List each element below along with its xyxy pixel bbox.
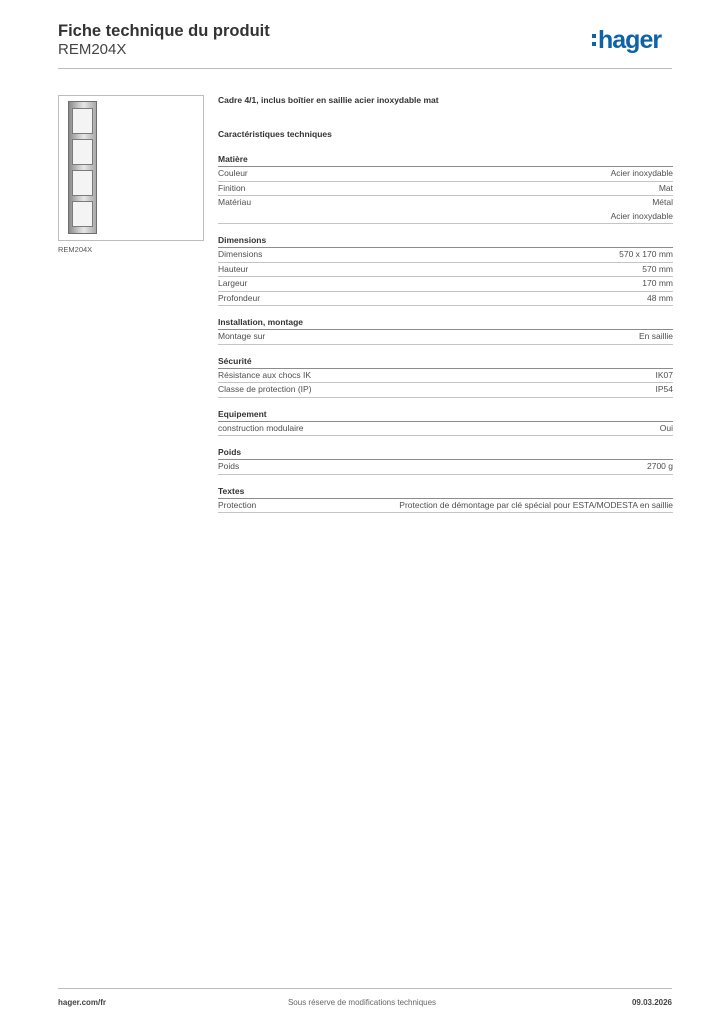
spec-row: [218, 196, 673, 224]
footer-disclaimer: Sous réserve de modifications techniques: [287, 998, 437, 1007]
spec-section: [218, 446, 673, 475]
spec-label: Couleur: [218, 168, 248, 178]
logo-colon-icon: [592, 34, 596, 46]
spec-value: IK07: [655, 369, 673, 380]
spec-value: Métal Acier inoxydable: [610, 197, 673, 221]
product-reference: REM204X: [58, 41, 127, 58]
spec-section: [218, 485, 673, 514]
spec-section: [218, 408, 673, 437]
spec-value: Oui: [659, 422, 673, 433]
spec-value: 2700 g: [647, 461, 673, 471]
product-description: Cadre 4/1, inclus boîtier en saillie acier inoxydable mat: [218, 95, 439, 105]
spec-value: Acier inoxydable: [610, 168, 673, 178]
spec-label: Largeur: [218, 278, 248, 288]
tech-heading: Caractéristiques techniques: [218, 129, 332, 139]
section-title: Equipement: [218, 408, 673, 422]
spec-row: [218, 369, 673, 384]
spec-label: Matériau: [218, 197, 252, 207]
spec-label: Hauteur: [218, 263, 249, 274]
spec-label: construction modulaire: [218, 422, 304, 433]
frame-slot: [72, 170, 93, 196]
spec-value: 570 mm: [642, 263, 673, 274]
frame-4-slot-icon: [68, 101, 97, 234]
spec-value: En saillie: [638, 331, 673, 341]
spec-value: 570 x 170 mm: [619, 249, 673, 259]
spec-section: [218, 355, 673, 398]
spec-row: [218, 167, 673, 182]
spec-row: [218, 499, 673, 514]
spec-label: Finition: [218, 182, 246, 193]
spec-value: 48 mm: [647, 292, 673, 303]
spec-row: [218, 263, 673, 278]
product-image-caption: REM204X: [58, 245, 93, 254]
hager-logo[interactable]: [592, 27, 661, 53]
spec-label: Poids: [218, 461, 240, 471]
spec-label: Classe de protection (IP): [218, 384, 312, 394]
spec-value: Mat: [658, 182, 673, 193]
spec-content: [218, 93, 673, 523]
spec-value: 170 mm: [642, 278, 673, 288]
spec-value: Protection de démontage par clé spécial pour ESTA/MODESTA en saillie: [399, 499, 673, 510]
page-title: Fiche technique du produit: [58, 22, 270, 40]
spec-row: [218, 277, 673, 292]
spec-row: [218, 182, 673, 197]
frame-slot: [72, 139, 93, 165]
footer-website[interactable]: hager.com/fr: [58, 998, 107, 1007]
spec-section: [218, 234, 673, 306]
footer-date: 09.03.2026: [631, 998, 672, 1007]
frame-slot: [72, 201, 93, 227]
spec-label: Dimensions: [218, 249, 263, 259]
spec-label: Profondeur: [218, 292, 261, 303]
logo-text: hager: [598, 26, 662, 54]
spec-row: [218, 422, 673, 437]
spec-row: [218, 383, 673, 398]
section-title: Poids: [218, 446, 673, 460]
spec-label: Montage sur: [218, 331, 266, 341]
spec-section: [218, 316, 673, 345]
section-title: Sécurité: [218, 355, 673, 369]
spec-row: [218, 330, 673, 345]
product-image: [58, 95, 204, 241]
frame-slot: [72, 108, 93, 134]
spec-value: IP54: [655, 384, 673, 394]
spec-row: [218, 460, 673, 475]
section-title: Installation, montage: [218, 316, 673, 330]
header-divider: [58, 68, 672, 69]
spec-label: Résistance aux chocs IK: [218, 369, 312, 380]
section-title: Textes: [218, 485, 673, 499]
spec-row: [218, 248, 673, 263]
section-title: Dimensions: [218, 234, 673, 248]
spec-section: [218, 153, 673, 224]
footer-divider: [58, 988, 672, 989]
spec-row: [218, 292, 673, 307]
section-title: Matière: [218, 153, 673, 167]
spec-label: Protection: [218, 499, 257, 510]
spec-sections: [218, 153, 673, 513]
